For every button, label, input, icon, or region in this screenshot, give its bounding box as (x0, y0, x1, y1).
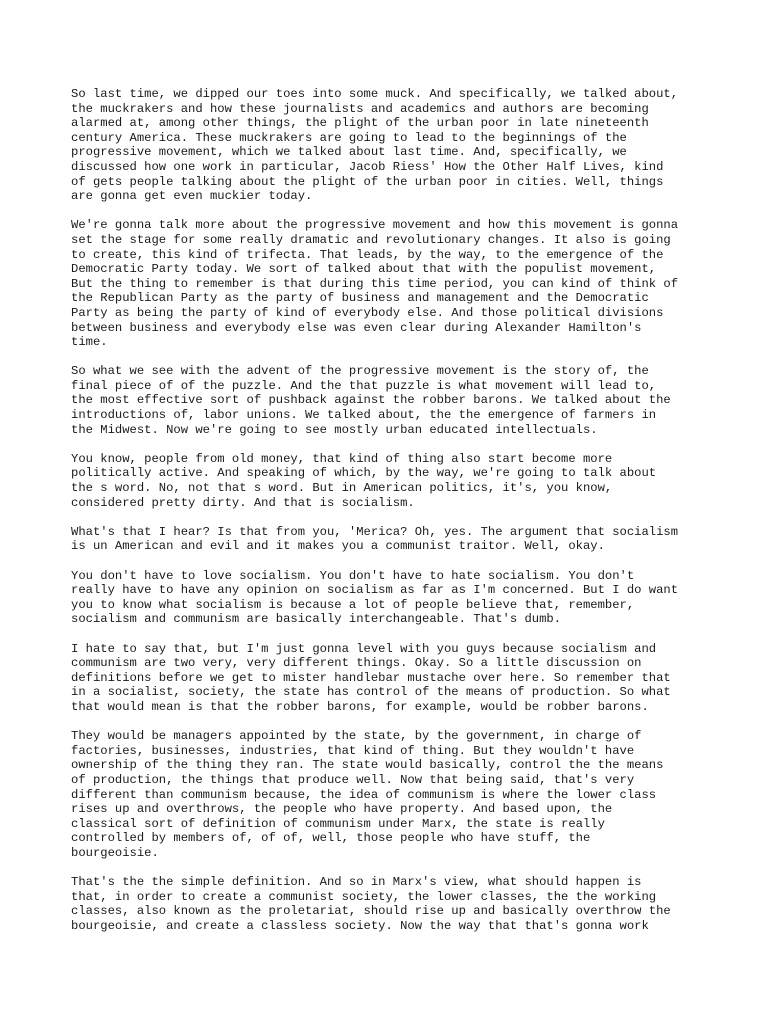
paragraph-9: That's the the simple definition. And so in Marx's view, what should happen is that, in order to create a communist society, the lower classes, the the working classes, also known as the proletariat, should rise up and basically overthrow the bourgeoisie, and create a classless society. Now the way that that's gonna work (71, 875, 671, 933)
paragraph-3: So what we see with the advent of the progressive movement is the story of, the final piece of of the puzzle. And the that puzzle is what movement will lead to, the most effective sort of pushback against the robber barons. We talked about the introductions of, labor unions. We talked about, the the emergence of farmers in the Midwest. Now we're going to see mostly urban educated intellectuals. (71, 364, 671, 437)
paragraph-7: I hate to say that, but I'm just gonna level with you guys because socialism and communism are two very, very different things. Okay. So a little discussion on definitions before we get to mister handlebar mustache over here. So remember that in a socialist, society, the state has control of the means of production. So what that would mean is that the robber barons, for example, would be robber barons. (71, 641, 671, 714)
paragraph-2: We're gonna talk more about the progressive movement and how this movement is gonna set the stage for some really dramatic and revolutionary changes. It also is going to create, this kind of trifecta. That leads, by the way, to the emergence of the Democratic Party today. We sort of talked about that with the populist movement, But the thing to remember is that during this time period, you can kind of think of the Republican Party as the party of business and management and the Democratic Party as being the party of kind of everybody else. And those political divisions between business and everybody else was even clear during Alexander Hamilton's time. (71, 218, 679, 350)
paragraph-5: What's that I hear? Is that from you, 'Merica? Oh, yes. The argument that socialism is un American and evil and it makes you a communist traitor. Well, okay. (71, 524, 679, 554)
paragraph-1: So last time, we dipped our toes into some muck. And specifically, we talked about, the muckrakers and how these journalists and academics and authors are becoming alarmed at, among other things, the plight of the urban poor in late nineteenth century America. These muckrakers are going to lead to the beginnings of the progressive movement, which we talked about last time. And, specifically, we discussed how one work in particular, Jacob Riess' How the Other Half Lives, kind of gets people talking about the plight of the urban poor in cities. Well, things are gonna get even muckier today. (71, 87, 679, 204)
paragraph-6: You don't have to love socialism. You don't have to hate socialism. You don't really have to have any opinion on socialism as far as I'm concerned. But I do want you to know what socialism is because a lot of people believe that, remember, socialism and communism are basically interchangeable. That's dumb. (71, 568, 679, 627)
paragraph-4: You know, people from old money, that kind of thing also start become more politically active. And speaking of which, by the way, we're going to talk about the s word. No, not that s word. But in American politics, it's, you know, considered pretty dirty. And that is socialism. (71, 451, 657, 510)
document-page (71, 87, 711, 948)
paragraph-8: They would be managers appointed by the state, by the government, in charge of factories, businesses, industries, that kind of thing. But they wouldn't have ownership of the thing they ran. The state would basically, control the the means of production, the things that produce well. Now that being said, that's very different than communism because, the idea of communism is where the lower class rises up and overthrows, the people who have property. And based upon, the classical sort of definition of communism under Marx, the state is really controlled by members of, of of, well, those people who have stuff, the bourgeoisie. (71, 729, 664, 860)
